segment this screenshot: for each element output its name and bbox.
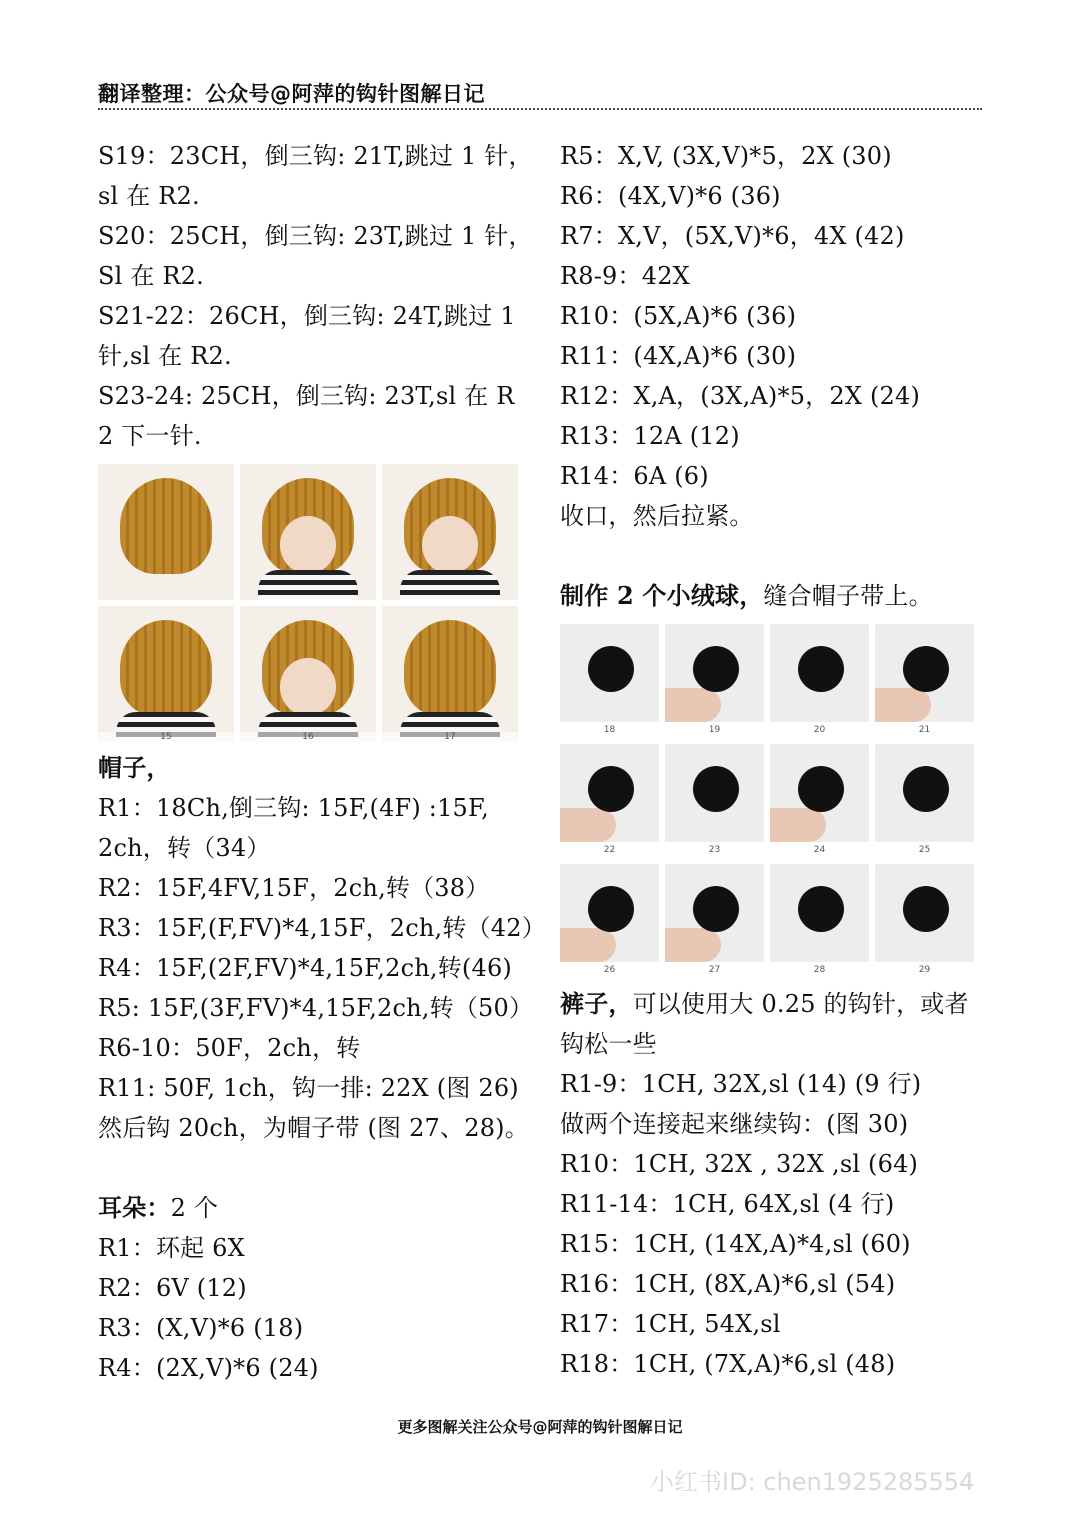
pattern-line: R11：(4X,A)*6 (30) xyxy=(560,342,797,370)
hair-photo xyxy=(240,464,376,600)
pattern-line: R11: 50F, 1ch，钩一排: 22X (图 26) xyxy=(98,1074,519,1102)
watermark: 小红书ID: chen1925285554 xyxy=(650,1468,975,1496)
pattern-line: R6：(4X,V)*6 (36) xyxy=(560,182,781,210)
pompom-photo xyxy=(770,624,869,738)
pompom-photo xyxy=(875,864,974,978)
photo-number: 16 xyxy=(240,732,376,742)
photo-number: 22 xyxy=(560,842,659,858)
pattern-line: S20：25CH，倒三钩: 23T,跳过 1 针， xyxy=(98,222,533,250)
hair-photo xyxy=(240,606,376,742)
page-footer: 更多图解关注公众号@阿萍的钩针图解日记 xyxy=(397,1418,683,1436)
pattern-line: R4：15F,(2F,FV)*4,15F,2ch,转(46) xyxy=(98,954,512,982)
pattern-line: R8-9：42X xyxy=(560,262,690,290)
pompom-text: 缝合帽子带上。 xyxy=(763,582,933,610)
left-column xyxy=(98,136,546,1388)
photo-number: 28 xyxy=(770,962,869,978)
pattern-line: R16：1CH, (8X,A)*6,sl (54) xyxy=(560,1270,896,1298)
pattern-line: R13：12A (12) xyxy=(560,422,740,450)
hair-photo xyxy=(98,606,234,742)
pattern-line: R17：1CH, 54X,sl xyxy=(560,1310,781,1338)
ear-section-title xyxy=(98,1188,528,1228)
pants-section-title xyxy=(560,984,990,1024)
ear-count: 2 个 xyxy=(170,1194,219,1222)
pompom-photo xyxy=(770,864,869,978)
pattern-line: R1：环起 6X xyxy=(98,1234,245,1262)
header-divider xyxy=(98,108,982,110)
hair-photo xyxy=(382,464,518,600)
photo-number: 25 xyxy=(875,842,974,858)
pants-text: 可以使用大 0.25 的钩针，或者 xyxy=(632,990,969,1018)
pattern-line: R15：1CH, (14X,A)*4,sl (60) xyxy=(560,1230,911,1258)
pattern-line: 2ch，转（34） xyxy=(98,834,271,862)
ear-title: 耳朵： xyxy=(98,1193,171,1222)
pattern-line: R10：(5X,A)*6 (36) xyxy=(560,302,797,330)
hat-section-title: 帽子， xyxy=(98,753,171,782)
pattern-line: R4：(2X,V)*6 (24) xyxy=(98,1354,319,1382)
pattern-line: R2：6V (12) xyxy=(98,1274,247,1302)
pattern-line: Sl 在 R2. xyxy=(98,262,204,290)
photo-number: 29 xyxy=(875,962,974,978)
pompom-photo xyxy=(665,864,764,978)
pompom-photo-grid xyxy=(560,624,990,978)
pattern-line: S21-22：26CH，倒三钩: 24T,跳过 1 xyxy=(98,302,516,330)
pattern-line: R12：X,A，(3X,A)*5，2X (24) xyxy=(560,382,921,410)
pompom-photo xyxy=(560,744,659,858)
pattern-line: 针,sl 在 R2. xyxy=(98,342,232,370)
pattern-line: 收口，然后拉紧。 xyxy=(560,502,754,530)
pompom-photo xyxy=(665,744,764,858)
pattern-line: R3：15F,(F,FV)*4,15F，2ch,转（42） xyxy=(98,914,546,942)
pattern-line: S23-24: 25CH，倒三钩: 23T,sl 在 R xyxy=(98,382,515,410)
pattern-line: R5：X,V, (3X,V)*5，2X (30) xyxy=(560,142,892,170)
pattern-line: sl 在 R2. xyxy=(98,182,200,210)
pants-title: 裤子， xyxy=(560,989,633,1018)
photo-number: 19 xyxy=(665,722,764,738)
pattern-line: R11-14：1CH, 64X,sl (4 行) xyxy=(560,1190,895,1218)
pattern-line: 然后钩 20ch，为帽子带 (图 27、28)。 xyxy=(98,1114,529,1142)
pattern-line: R1：18Ch,倒三钩: 15F,(4F) :15F, xyxy=(98,794,489,822)
photo-number: 26 xyxy=(560,962,659,978)
pattern-line: 钩松一些 xyxy=(560,1030,657,1058)
pattern-line: R1-9：1CH, 32X,sl (14) (9 行) xyxy=(560,1070,922,1098)
pattern-line: R18：1CH, (7X,A)*6,sl (48) xyxy=(560,1350,896,1378)
hair-photo-grid xyxy=(98,464,528,742)
photo-number: 15 xyxy=(98,732,234,742)
pattern-line: R6-10：50F，2ch，转 xyxy=(98,1034,361,1062)
pompom-photo xyxy=(875,744,974,858)
pattern-line: 2 下一针. xyxy=(98,422,202,450)
pompom-photo xyxy=(560,624,659,738)
hair-photo xyxy=(382,606,518,742)
photo-number: 24 xyxy=(770,842,869,858)
pompom-title: 制作 2 个小绒球， xyxy=(560,581,764,610)
pompom-section-title xyxy=(560,576,990,616)
photo-number: 23 xyxy=(665,842,764,858)
pattern-line: R2：15F,4FV,15F，2ch,转（38） xyxy=(98,874,490,902)
right-column xyxy=(560,136,990,1384)
pompom-photo xyxy=(770,744,869,858)
photo-number: 27 xyxy=(665,962,764,978)
pompom-photo xyxy=(665,624,764,738)
pattern-line: S19：23CH，倒三钩: 21T,跳过 1 针， xyxy=(98,142,533,170)
pattern-line: 做两个连接起来继续钩：(图 30) xyxy=(560,1110,909,1138)
photo-number: 20 xyxy=(770,722,869,738)
pattern-line: R5: 15F,(3F,FV)*4,15F,2ch,转（50） xyxy=(98,994,534,1022)
pompom-photo xyxy=(560,864,659,978)
pattern-line: R14：6A (6) xyxy=(560,462,709,490)
photo-number: 21 xyxy=(875,722,974,738)
page-header: 翻译整理：公众号@阿萍的钩针图解日记 xyxy=(98,82,485,106)
pattern-line: R3：(X,V)*6 (18) xyxy=(98,1314,304,1342)
photo-number: 18 xyxy=(560,722,659,738)
pompom-photo xyxy=(875,624,974,738)
pattern-line: R10：1CH, 32X , 32X ,sl (64) xyxy=(560,1150,919,1178)
pattern-line: R7：X,V，(5X,V)*6，4X (42) xyxy=(560,222,905,250)
hair-photo xyxy=(98,464,234,600)
photo-number: 17 xyxy=(382,732,518,742)
